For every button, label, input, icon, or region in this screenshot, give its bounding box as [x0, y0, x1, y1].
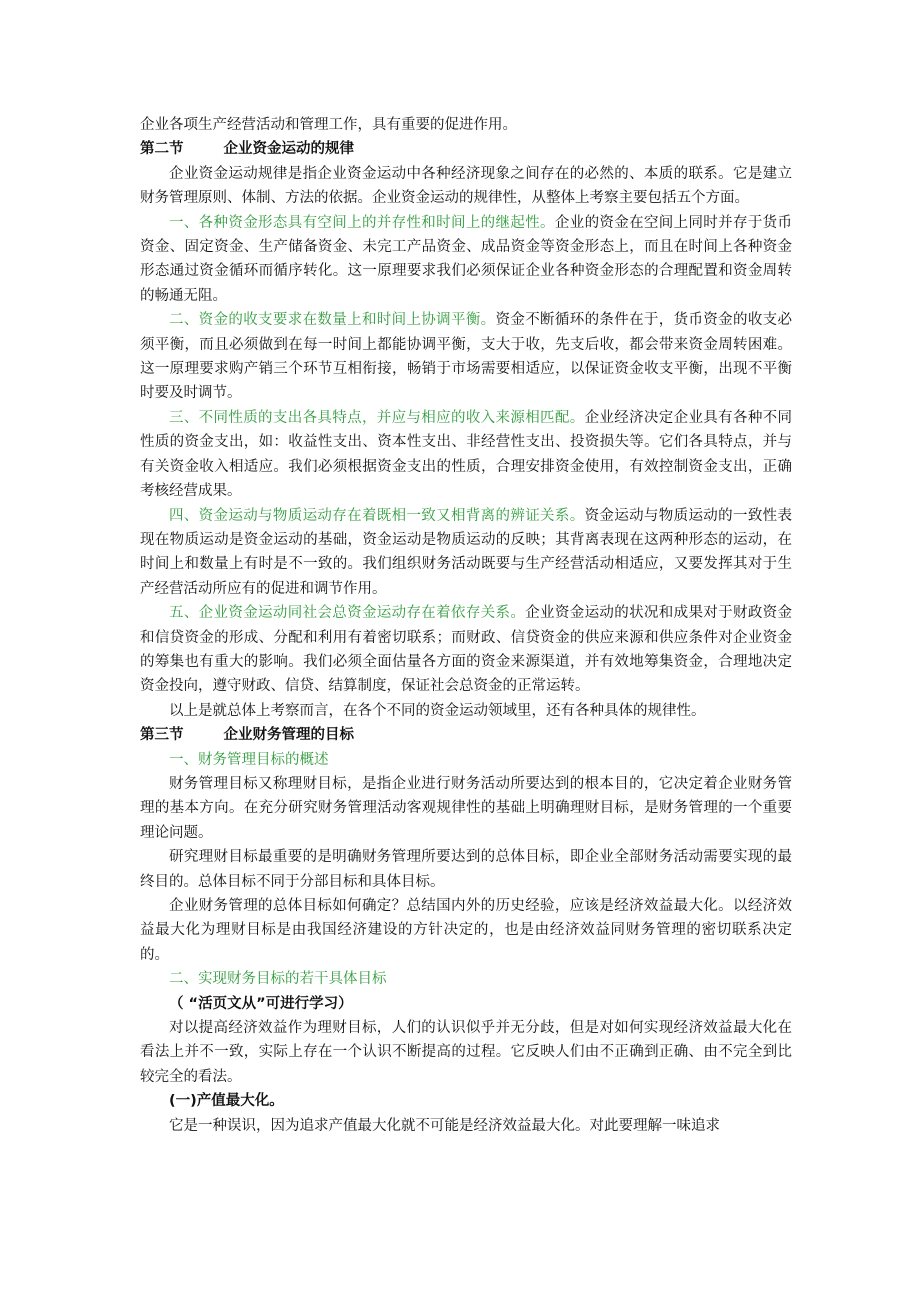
paragraph: 它是一种误识，因为追求产值最大化就不可能是经济效益最大化。对此要理解一味追求 — [169, 1117, 720, 1134]
paragraph: 财务管理目标又称理财目标，是指企业进行财务活动所要达到的根本目的，它决定着企业财务管理的基本方向。在充分研究财务管理活动客观规律性的基础上明确理财目标，是财务管理的一个重要理论问题。 — [140, 775, 792, 841]
rule-2-title: 二、资金的收支要求在数量上和时间上协调平衡。 — [169, 312, 496, 329]
rule-5-title: 五、企业资金运动同社会总资金运动存在着依存关系。 — [169, 605, 526, 622]
document-body — [140, 113, 792, 1138]
item-heading: (一)产值最大化。 — [169, 1093, 284, 1110]
subsection-title-1: 一、财务管理目标的概述 — [169, 751, 329, 768]
paragraph-summary: 以上是就总体上考察而言，在各个不同的资金运动领域里，还有各种具体的规律性。 — [169, 702, 706, 719]
rule-5 — [140, 601, 792, 699]
rule-1-title: 一、各种资金形态具有空间上的并存性和时间上的继起性。 — [169, 214, 555, 231]
section-heading-3 — [140, 723, 792, 747]
section-title: 企业资金运动的规律 — [223, 141, 354, 158]
subsection-title-2: 二、实现财务目标的若干具体目标 — [169, 971, 387, 988]
rule-5-body: 企业资金运动的状况和成果对于财政资金和信贷资金的形成、分配和利用有着密切联系；而财政、信贷资金的供应来源和供应条件对企业资金的筹集也有重大的影响。我们必须全面估量各方面的资金来源渠道，并有效地筹集资金，合理地决定资金投向，遵守财政、信贷、结算制度，保证社会总资金的正常运转。 — [140, 605, 793, 695]
rule-3-body: 企业经济决定企业具有各种不同性质的资金支出，如：收益性支出、资本性支出、非经营性支出、投资损失等。它们各具特点，并与有关资金收入相适应。我们必须根据资金支出的性质，合理安排资金使用，有效控制资金支出，正确考核经营成果。 — [140, 409, 793, 500]
section-number: 第二节 — [140, 141, 184, 158]
paragraph-intro: 企业资金运动规律是指企业资金运动中各种经济现象之间存在的必然的、本质的联系。它是建立财务管理原则、体制、方法的依据。企业资金运动的规律性，从整体上考察主要包括五个方面。 — [140, 165, 792, 207]
rule-3-title: 三、不同性质的支出各具特点，并应与相应的收入来源相匹配。 — [169, 409, 585, 426]
rule-1-body: 企业的资金在空间上同时并存于货币资金、固定资金、生产储备资金、未完工产品资金、成品资金等资金形态上，而且在时间上各种资金形态通过资金循环而循序转化。这一原理要求我们必须保证企业各种资金形态的合理配置和资金周转的畅通无阻。 — [140, 214, 793, 304]
rule-2-body: 资金不断循环的条件在于，货币资金的收支必须平衡，而且必须做到在每一时间上都能协调平衡，支大于收，先支后收，都会带来资金周转困难。这一原理要求购产销三个环节互相衔接，畅销于市场需要相适应，以保证资金收支平衡，出现不平衡时要及时调节。 — [140, 312, 793, 402]
paragraph: 对以提高经济效益作为理财目标，人们的认识似乎并无分歧，但是对如何实现经济效益最大化在看法上并不一致，实际上存在一个认识不断提高的过程。它反映人们由不正确到正确、由不完全到比较完全的看法。 — [140, 1020, 792, 1085]
rule-4-title: 四、资金运动与物质运动存在着既相一致又相背离的辨证关系。 — [169, 507, 585, 524]
section-title: 企业财务管理的目标 — [223, 727, 354, 744]
note-line: （ “活页文从”可进行学习） — [169, 995, 353, 1012]
paragraph: 企业财务管理的总体目标如何确定？总结国内外的历史经验，应该是经济效益最大化。以经济效益最大化为理财目标是由我国经济建设的方针决定的，也是由经济效益同财务管理的密切联系决定的。 — [140, 898, 792, 963]
rule-4-body: 资金运动与物质运动的一致性表现在物质运动是资金运动的基础，资金运动是物质运动的反映；其背离表现在这两种形态的运动，在时间上和数量上有时是不一致的。我们组织财务活动既要与生产经营活动相适应，又要发挥其对于生产经营活动所应有的促进和调节作用。 — [140, 507, 793, 597]
rule-1 — [140, 211, 792, 309]
paragraph: 研究理财目标最重要的是明确财务管理所要达到的总体目标，即企业全部财务活动需要实现的最终目的。总体目标不同于分部目标和具体目标。 — [140, 849, 792, 890]
rule-2 — [140, 308, 792, 406]
section-number: 第三节 — [140, 727, 184, 744]
paragraph-continuation: 企业各项生产经营活动和管理工作，具有重要的促进作用。 — [140, 117, 517, 133]
rule-3 — [140, 406, 792, 504]
rule-4 — [140, 504, 792, 602]
section-heading-2 — [140, 137, 792, 161]
